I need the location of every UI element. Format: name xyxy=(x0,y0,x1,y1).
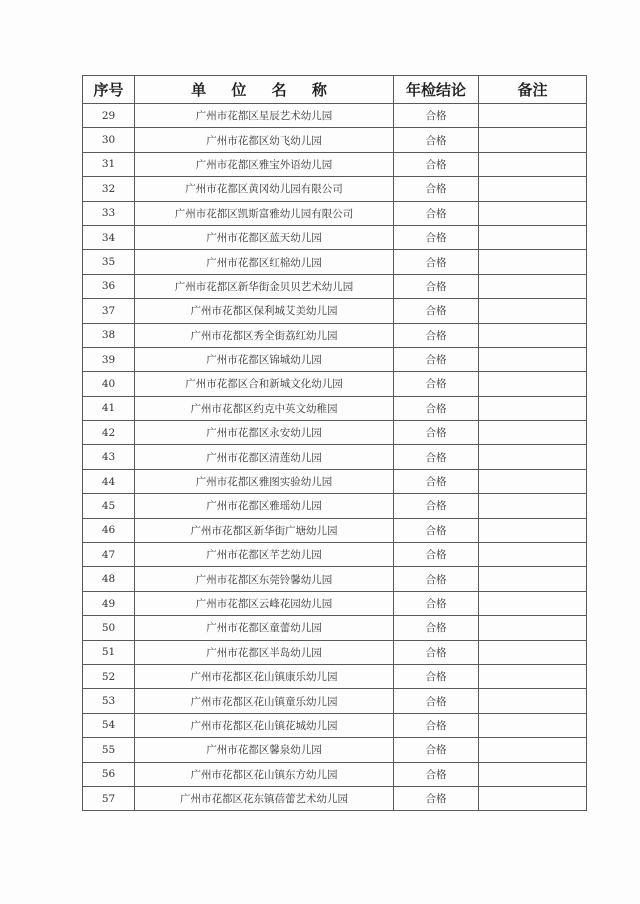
table-row xyxy=(83,250,587,274)
header-annual-inspection-result: 年检结论 xyxy=(394,76,479,104)
unit-name-cell: 广州市花都区锦城幼儿园 xyxy=(135,347,394,371)
serial-number-cell: 29 xyxy=(83,104,135,128)
header-remarks: 备注 xyxy=(479,76,587,104)
remark-cell xyxy=(479,591,587,615)
table-row xyxy=(83,396,587,420)
serial-number-cell: 48 xyxy=(83,567,135,591)
remark-cell xyxy=(479,567,587,591)
unit-name-cell: 广州市花都区红棉幼儿园 xyxy=(135,250,394,274)
inspection-result-cell: 合格 xyxy=(394,713,479,737)
inspection-result-cell: 合格 xyxy=(394,372,479,396)
serial-number-cell: 53 xyxy=(83,689,135,713)
serial-number-cell: 54 xyxy=(83,713,135,737)
serial-number-cell: 31 xyxy=(83,152,135,176)
table-row xyxy=(83,713,587,737)
inspection-result-cell: 合格 xyxy=(394,299,479,323)
remark-cell xyxy=(479,664,587,688)
table-row xyxy=(83,323,587,347)
kindergarten-inspection-table xyxy=(82,75,587,811)
inspection-result-cell: 合格 xyxy=(394,469,479,493)
table-row xyxy=(83,201,587,225)
serial-number-cell: 34 xyxy=(83,225,135,249)
table-row xyxy=(83,372,587,396)
serial-number-cell: 56 xyxy=(83,762,135,786)
inspection-result-cell: 合格 xyxy=(394,738,479,762)
inspection-result-cell: 合格 xyxy=(394,323,479,347)
unit-name-cell: 广州市花都区蓝天幼儿园 xyxy=(135,225,394,249)
unit-name-cell: 广州市花都区云峰花园幼儿园 xyxy=(135,591,394,615)
serial-number-cell: 36 xyxy=(83,274,135,298)
remark-cell xyxy=(479,104,587,128)
unit-name-cell: 广州市花都区花东镇蓓蕾艺术幼儿园 xyxy=(135,786,394,810)
inspection-result-cell: 合格 xyxy=(394,567,479,591)
inspection-result-cell: 合格 xyxy=(394,762,479,786)
header-serial-number: 序号 xyxy=(83,76,135,104)
unit-name-cell: 广州市花都区芊艺幼儿园 xyxy=(135,543,394,567)
table-row xyxy=(83,616,587,640)
table-row xyxy=(83,640,587,664)
remark-cell xyxy=(479,152,587,176)
remark-cell xyxy=(479,786,587,810)
table-row xyxy=(83,543,587,567)
serial-number-cell: 50 xyxy=(83,616,135,640)
serial-number-cell: 43 xyxy=(83,445,135,469)
remark-cell xyxy=(479,347,587,371)
inspection-result-cell: 合格 xyxy=(394,616,479,640)
inspection-result-cell: 合格 xyxy=(394,786,479,810)
remark-cell xyxy=(479,445,587,469)
inspection-result-cell: 合格 xyxy=(394,128,479,152)
serial-number-cell: 47 xyxy=(83,543,135,567)
inspection-result-cell: 合格 xyxy=(394,664,479,688)
inspection-result-cell: 合格 xyxy=(394,250,479,274)
remark-cell xyxy=(479,323,587,347)
unit-name-cell: 广州市花都区花山镇东方幼儿园 xyxy=(135,762,394,786)
unit-name-cell: 广州市花都区合和新城文化幼儿园 xyxy=(135,372,394,396)
serial-number-cell: 38 xyxy=(83,323,135,347)
unit-name-cell: 广州市花都区花山镇康乐幼儿园 xyxy=(135,664,394,688)
serial-number-cell: 45 xyxy=(83,494,135,518)
table-row xyxy=(83,104,587,128)
unit-name-cell: 广州市花都区幼飞幼儿园 xyxy=(135,128,394,152)
table-row xyxy=(83,128,587,152)
unit-name-cell: 广州市花都区馨泉幼儿园 xyxy=(135,738,394,762)
serial-number-cell: 41 xyxy=(83,396,135,420)
remark-cell xyxy=(479,274,587,298)
table-row xyxy=(83,786,587,810)
serial-number-cell: 33 xyxy=(83,201,135,225)
serial-number-cell: 57 xyxy=(83,786,135,810)
table-row xyxy=(83,762,587,786)
table-row xyxy=(83,591,587,615)
remark-cell xyxy=(479,713,587,737)
remark-cell xyxy=(479,421,587,445)
table-row xyxy=(83,494,587,518)
inspection-result-cell: 合格 xyxy=(394,347,479,371)
inspection-result-cell: 合格 xyxy=(394,640,479,664)
remark-cell xyxy=(479,250,587,274)
unit-name-cell: 广州市花都区花山镇花城幼儿园 xyxy=(135,713,394,737)
serial-number-cell: 52 xyxy=(83,664,135,688)
table-row xyxy=(83,567,587,591)
unit-name-cell: 广州市花都区永安幼儿园 xyxy=(135,421,394,445)
header-unit-name: 单 位 名 称 xyxy=(135,76,394,104)
inspection-result-cell: 合格 xyxy=(394,396,479,420)
unit-name-cell: 广州市花都区雅瑶幼儿园 xyxy=(135,494,394,518)
unit-name-cell: 广州市花都区秀全街荔红幼儿园 xyxy=(135,323,394,347)
table-row xyxy=(83,689,587,713)
inspection-result-cell: 合格 xyxy=(394,421,479,445)
inspection-result-cell: 合格 xyxy=(394,274,479,298)
unit-name-cell: 广州市花都区新华街金贝贝艺术幼儿园 xyxy=(135,274,394,298)
inspection-result-cell: 合格 xyxy=(394,543,479,567)
inspection-result-cell: 合格 xyxy=(394,104,479,128)
inspection-result-cell: 合格 xyxy=(394,591,479,615)
remark-cell xyxy=(479,469,587,493)
remark-cell xyxy=(479,494,587,518)
serial-number-cell: 30 xyxy=(83,128,135,152)
unit-name-cell: 广州市花都区保利城艾美幼儿园 xyxy=(135,299,394,323)
serial-number-cell: 40 xyxy=(83,372,135,396)
unit-name-cell: 广州市花都区花山镇童乐幼儿园 xyxy=(135,689,394,713)
unit-name-cell: 广州市花都区半岛幼儿园 xyxy=(135,640,394,664)
unit-name-cell: 广州市花都区童蕾幼儿园 xyxy=(135,616,394,640)
unit-name-cell: 广州市花都区雅宝外语幼儿园 xyxy=(135,152,394,176)
serial-number-cell: 49 xyxy=(83,591,135,615)
inspection-result-cell: 合格 xyxy=(394,518,479,542)
remark-cell xyxy=(479,396,587,420)
table-body xyxy=(83,104,587,811)
serial-number-cell: 35 xyxy=(83,250,135,274)
remark-cell xyxy=(479,689,587,713)
unit-name-cell: 广州市花都区雅图实验幼儿园 xyxy=(135,469,394,493)
unit-name-cell: 广州市花都区清莲幼儿园 xyxy=(135,445,394,469)
table-row xyxy=(83,347,587,371)
table-header-row xyxy=(83,76,587,104)
unit-name-cell: 广州市花都区新华街广塘幼儿园 xyxy=(135,518,394,542)
serial-number-cell: 51 xyxy=(83,640,135,664)
inspection-result-cell: 合格 xyxy=(394,494,479,518)
remark-cell xyxy=(479,640,587,664)
table-row xyxy=(83,664,587,688)
table-row xyxy=(83,274,587,298)
inspection-result-cell: 合格 xyxy=(394,177,479,201)
table-row xyxy=(83,445,587,469)
remark-cell xyxy=(479,201,587,225)
serial-number-cell: 46 xyxy=(83,518,135,542)
serial-number-cell: 44 xyxy=(83,469,135,493)
unit-name-cell: 广州市花都区黄冈幼儿园有限公司 xyxy=(135,177,394,201)
remark-cell xyxy=(479,518,587,542)
serial-number-cell: 39 xyxy=(83,347,135,371)
table-row xyxy=(83,518,587,542)
unit-name-cell: 广州市花都区东莞铃馨幼儿园 xyxy=(135,567,394,591)
unit-name-cell: 广州市花都区约克中英文幼稚园 xyxy=(135,396,394,420)
unit-name-cell: 广州市花都区凯斯富雅幼儿园有限公司 xyxy=(135,201,394,225)
inspection-result-cell: 合格 xyxy=(394,201,479,225)
serial-number-cell: 55 xyxy=(83,738,135,762)
remark-cell xyxy=(479,543,587,567)
remark-cell xyxy=(479,177,587,201)
remark-cell xyxy=(479,225,587,249)
remark-cell xyxy=(479,738,587,762)
remark-cell xyxy=(479,372,587,396)
inspection-result-cell: 合格 xyxy=(394,689,479,713)
unit-name-cell: 广州市花都区星辰艺术幼儿园 xyxy=(135,104,394,128)
serial-number-cell: 32 xyxy=(83,177,135,201)
table-row xyxy=(83,225,587,249)
table-row xyxy=(83,738,587,762)
serial-number-cell: 42 xyxy=(83,421,135,445)
table-row xyxy=(83,152,587,176)
remark-cell xyxy=(479,762,587,786)
inspection-result-cell: 合格 xyxy=(394,445,479,469)
table-row xyxy=(83,299,587,323)
table-row xyxy=(83,469,587,493)
remark-cell xyxy=(479,299,587,323)
table-row xyxy=(83,177,587,201)
remark-cell xyxy=(479,616,587,640)
remark-cell xyxy=(479,128,587,152)
table-row xyxy=(83,421,587,445)
serial-number-cell: 37 xyxy=(83,299,135,323)
inspection-result-cell: 合格 xyxy=(394,152,479,176)
inspection-result-cell: 合格 xyxy=(394,225,479,249)
